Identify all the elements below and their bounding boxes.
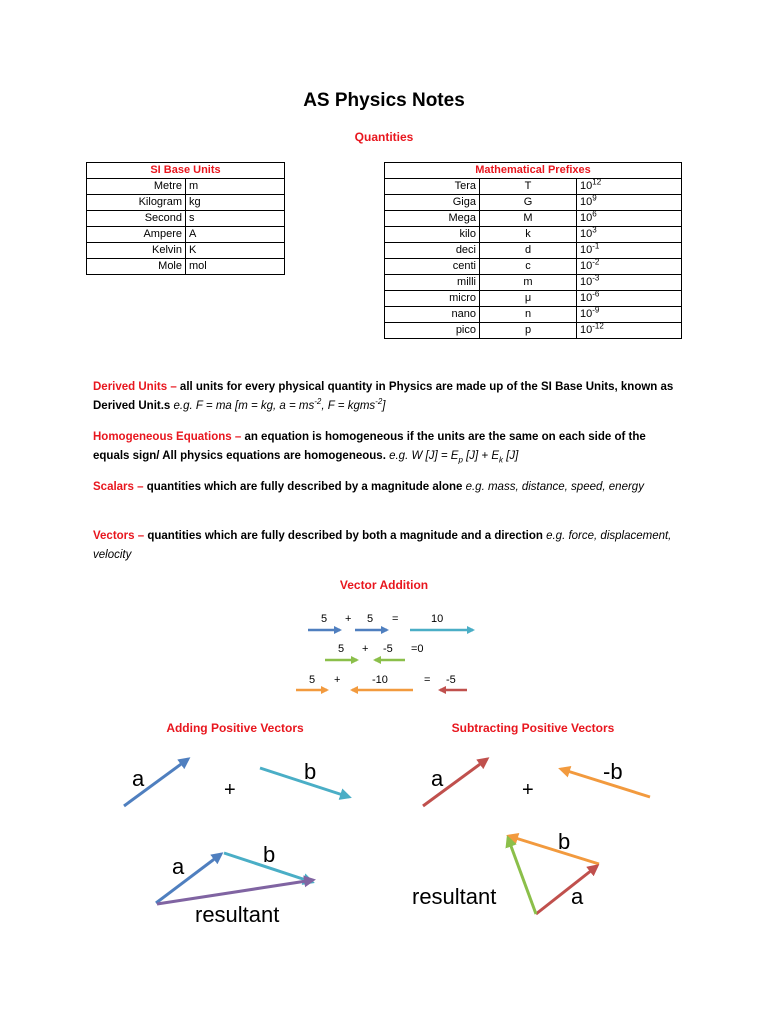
prefix-name: deci — [385, 243, 480, 259]
unit-symbol: K — [186, 243, 285, 259]
vector-diagrams — [0, 740, 768, 940]
table-row — [87, 195, 285, 211]
prefix-power: $10^{-6}$ — [577, 291, 682, 307]
prefix-power: $10^{12}$ — [577, 179, 682, 195]
sub-triangle-resultant — [508, 838, 536, 914]
adding-heading: Adding Positive Vectors — [166, 721, 304, 735]
si-base-units-table — [86, 162, 285, 275]
prefix-power: $10^{-2}$ — [577, 259, 682, 275]
prefix-symbol: T — [480, 179, 577, 195]
unit-name: Mole — [87, 259, 186, 275]
unit-name: Metre — [87, 179, 186, 195]
unit-symbol: A — [186, 227, 285, 243]
add-resultant-label: resultant — [195, 902, 280, 927]
sub-a-label: a — [431, 766, 444, 791]
add-a2-label: a — [172, 854, 185, 879]
sub-triangle-a — [536, 866, 597, 914]
table-row — [385, 307, 682, 323]
row3-plus: + — [334, 674, 341, 686]
sub-minus-b-label: -b — [603, 759, 623, 784]
table-row — [385, 291, 682, 307]
prefix-symbol: M — [480, 211, 577, 227]
prefix-name: nano — [385, 307, 480, 323]
table-row — [385, 227, 682, 243]
derived-units-term: Derived Units – — [93, 381, 177, 393]
page-title: AS Physics Notes — [303, 90, 465, 111]
sub-a2-label: a — [571, 884, 584, 909]
prefix-name: Giga — [385, 195, 480, 211]
table-row — [385, 259, 682, 275]
prefix-power: $10^{-12}$ — [577, 323, 682, 339]
si-table-header: SI Base Units — [87, 163, 285, 179]
prefix-symbol: p — [480, 323, 577, 339]
scalars-term: Scalars – — [93, 481, 144, 493]
add-b2-label: b — [263, 842, 276, 867]
row2-a-label: 5 — [338, 643, 345, 655]
row1-result: 10 — [431, 613, 444, 625]
add-a-label: a — [132, 766, 145, 791]
derived-units-paragraph: Derived Units – all units for every physical quantity in Physics are made up of the SI Base Units, known as Derived Unit.s e.g. F = ma [m = kg, $a = ms^{-2}$, F = kgms$^{-2}$] — [93, 381, 674, 412]
prefix-name: pico — [385, 323, 480, 339]
prefix-symbol: μ — [480, 291, 577, 307]
row1-a-label: 5 — [321, 613, 328, 625]
prefix-power: $10^{-3}$ — [577, 275, 682, 291]
prefix-symbol: n — [480, 307, 577, 323]
table-row — [385, 243, 682, 259]
table-row — [87, 179, 285, 195]
prefix-symbol: d — [480, 243, 577, 259]
homogeneous-paragraph: Homogeneous Equations – an equation is homogeneous if the units are the same on each side of the equals sign/ All physics equations are homogeneous. e.g. W $[J] = E_p$ $[J] + E_k$ [J] — [93, 431, 646, 465]
row1-equals: = — [392, 613, 399, 625]
vectors-paragraph: Vectors – quantities which are fully described by both a magnitude and a direction e.g. force, displacement, velocity — [93, 530, 672, 561]
prefix-symbol: m — [480, 275, 577, 291]
unit-name: Second — [87, 211, 186, 227]
prefix-power: $10^6$ — [577, 211, 682, 227]
prefix-name: micro — [385, 291, 480, 307]
row3-equals: = — [424, 674, 431, 686]
row2-plus: + — [362, 643, 369, 655]
vector-addition-diagram — [0, 600, 768, 700]
prefix-power: $10^{-1}$ — [577, 243, 682, 259]
prefix-table-header: Mathematical Prefixes — [385, 163, 682, 179]
vectors-term: Vectors – — [93, 530, 145, 542]
unit-symbol: kg — [186, 195, 285, 211]
table-row — [385, 211, 682, 227]
unit-name: Ampere — [87, 227, 186, 243]
unit-name: Kilogram — [87, 195, 186, 211]
row3-result: -5 — [446, 674, 456, 686]
prefix-name: milli — [385, 275, 480, 291]
table-row — [87, 243, 285, 259]
unit-symbol: mol — [186, 259, 285, 275]
unit-symbol: m — [186, 179, 285, 195]
table-row — [385, 179, 682, 195]
prefix-symbol: c — [480, 259, 577, 275]
table-row — [385, 275, 682, 291]
prefix-name: kilo — [385, 227, 480, 243]
prefix-name: Tera — [385, 179, 480, 195]
row1-b-label: 5 — [367, 613, 374, 625]
prefix-symbol: k — [480, 227, 577, 243]
table-row — [385, 195, 682, 211]
subtracting-heading: Subtracting Positive Vectors — [451, 721, 615, 735]
vector-addition-heading: Vector Addition — [339, 578, 429, 592]
prefix-power: $10^9$ — [577, 195, 682, 211]
sub-b2-label: b — [558, 829, 571, 854]
quantities-heading: Quantities — [354, 130, 414, 144]
homogeneous-term: Homogeneous Equations – — [93, 431, 242, 443]
prefix-name: Mega — [385, 211, 480, 227]
row3-a-label: 5 — [309, 674, 316, 686]
sub-plus: + — [522, 779, 534, 801]
scalars-paragraph: Scalars – quantities which are fully described by a magnitude alone e.g. mass, distance, speed, energy — [93, 481, 644, 493]
table-row — [87, 227, 285, 243]
unit-symbol: s — [186, 211, 285, 227]
sub-triangle-minus-b — [509, 836, 599, 864]
add-plus: + — [224, 779, 236, 801]
row2-result: =0 — [411, 643, 424, 655]
table-row — [87, 211, 285, 227]
row2-b-label: -5 — [383, 643, 393, 655]
table-row — [87, 259, 285, 275]
sub-resultant-label: resultant — [412, 884, 497, 909]
unit-name: Kelvin — [87, 243, 186, 259]
row3-b-label: -10 — [372, 674, 388, 686]
prefixes-table — [384, 162, 682, 339]
prefix-name: centi — [385, 259, 480, 275]
prefix-symbol: G — [480, 195, 577, 211]
prefix-power: $10^3$ — [577, 227, 682, 243]
add-b-label: b — [304, 759, 317, 784]
table-row — [385, 323, 682, 339]
row1-plus: + — [345, 613, 352, 625]
prefix-power: $10^{-9}$ — [577, 307, 682, 323]
